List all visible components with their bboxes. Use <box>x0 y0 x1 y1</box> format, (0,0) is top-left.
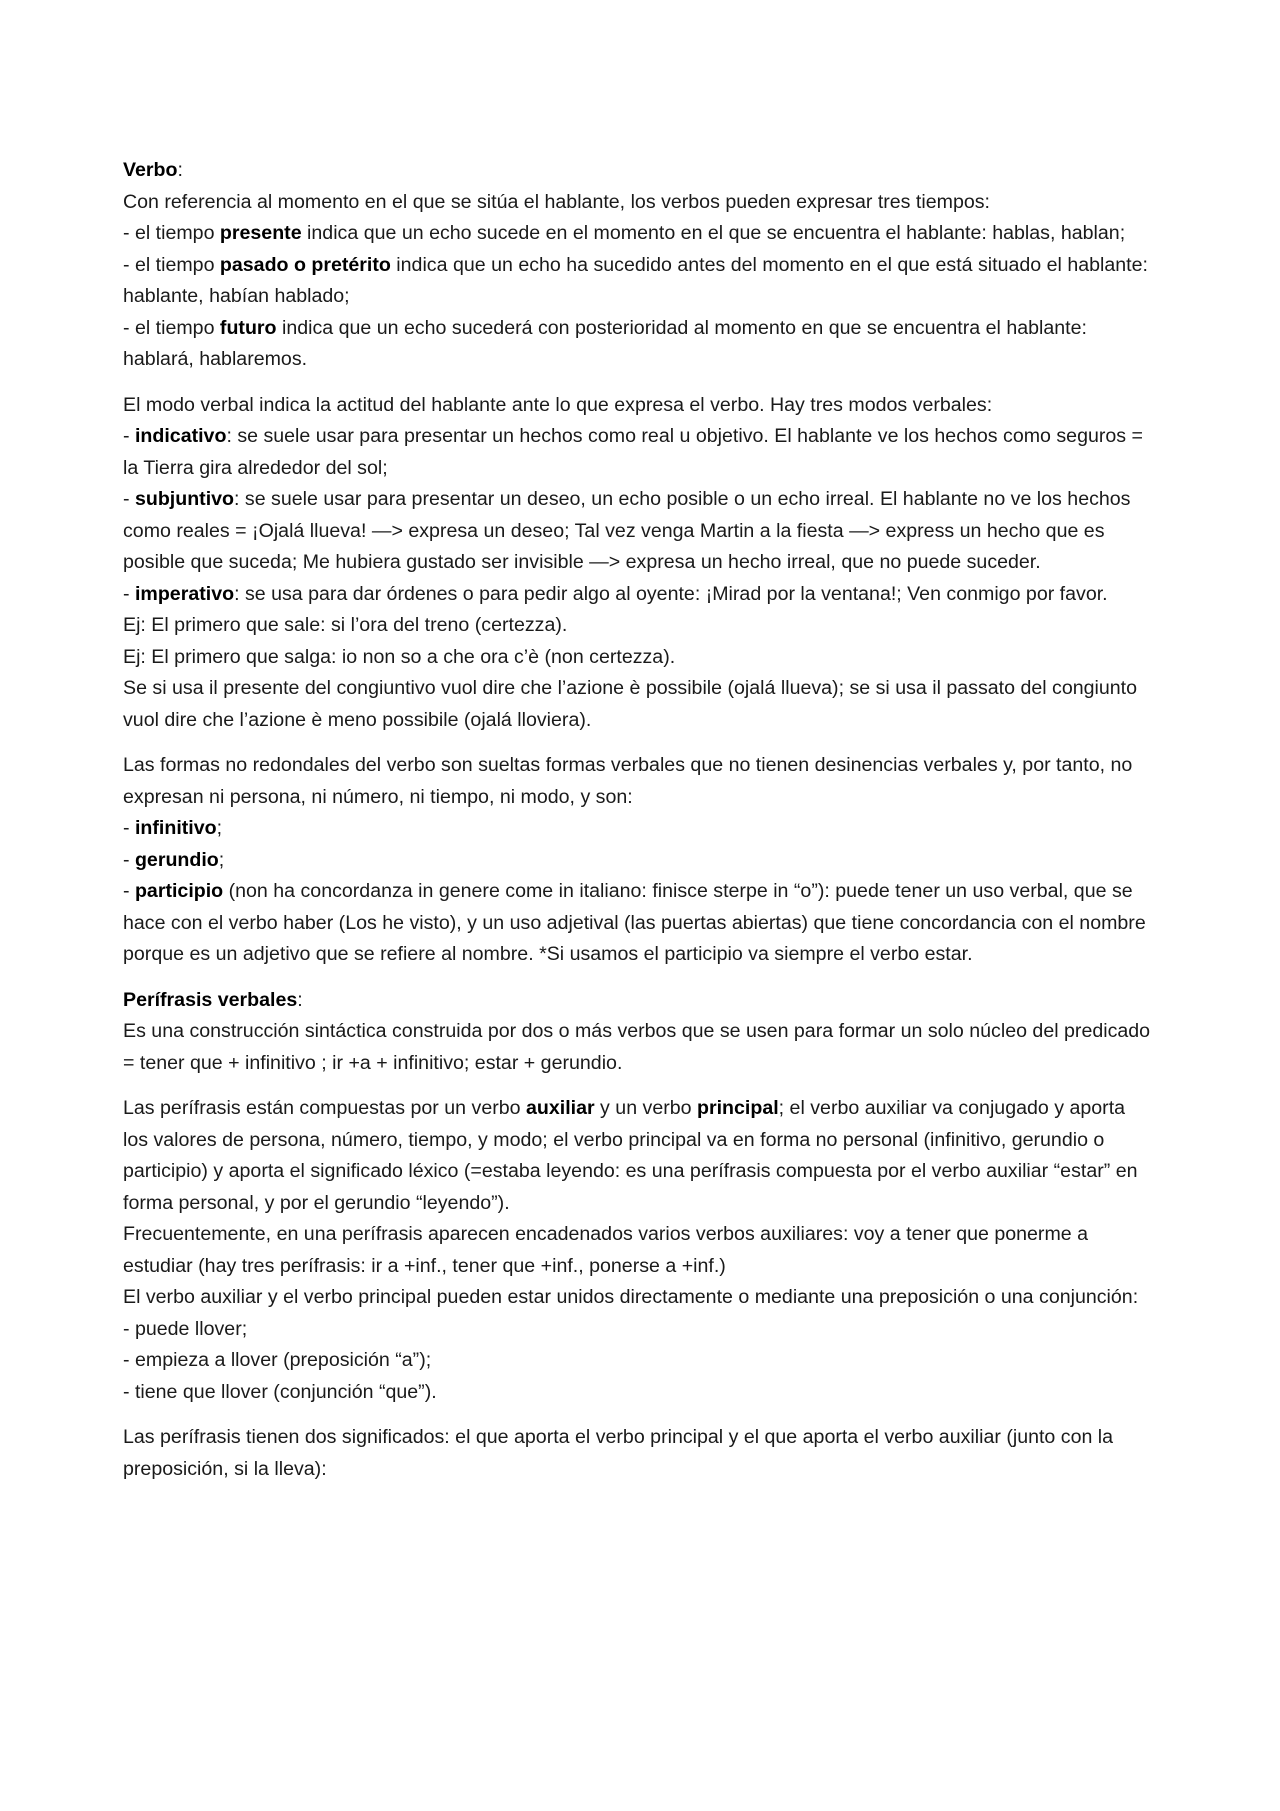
item-infinitivo: - infinitivo; <box>123 817 223 839</box>
perifrasis-significados: Las perífrasis tienen dos significados: el que aporta el verbo principal y el que aporta el verbo auxiliar (junto con la preposición, si la lleva): <box>123 1426 1114 1480</box>
item-subjuntivo: - subjuntivo: se suele usar para presentar un deseo, un echo posible o un echo irreal. El hablante no ve los hechos como reales = ¡Ojalá llueva! —> expresa un deseo; Tal vez venga Martin a la fiesta —> express un hecho que es posible que suceda; Me hubiera gustado ser invisible —> expresa un hecho irreal, que no puede suceder. <box>123 488 1131 573</box>
paragraph-formas-no-personales <box>123 750 1155 971</box>
item-participio: - participio (non ha concordanza in genere come in italiano: finisce sterpe in “o”): puede tener un uso verbal, que se hace con el verbo haber (Los he visto), y un uso adjetival (las puertas abiertas) que tiene concordancia con el nombre porque es un adjetivo que se refiere al nombre. *Si usamos el participio va siempre el verbo estar. <box>123 880 1146 965</box>
section-heading-verbo: Verbo: <box>123 159 183 181</box>
example-1: Ej: El primero que sale: si l’ora del treno (certezza). <box>123 614 568 636</box>
paragraph-perifrasis-composicion <box>123 1093 1155 1408</box>
item-pasado: - el tiempo pasado o pretérito indica que un echo ha sucedido antes del momento en el que está situado el hablante: hablante, habían hablado; <box>123 253 1148 307</box>
formas-intro: Las formas no redondales del verbo son sueltas formas verbales que no tienen desinencias verbales y, por tanto, no expresan ni persona, ni número, ni tiempo, ni modo, y son: <box>123 754 1133 808</box>
perifrasis-encadenadas: Frecuentemente, en una perífrasis aparecen encadenados varios verbos auxiliares: voy a tener que ponerme a estudiar (hay tres perífrasis: ir a +inf., tener que +inf., ponerse a +inf.) <box>123 1223 1089 1277</box>
congiuntivo-note: Se si usa il presente del congiuntivo vuol dire che l’azione è possibile (ojalá llueva); se si usa il passato del congiunto vuol dire che l’azione è meno possibile (ojalá lloviera). <box>123 677 1138 731</box>
example-2: Ej: El primero que salga: io non so a che ora c’è (non certezza). <box>123 645 676 668</box>
paragraph-perifrasis-significados <box>123 1422 1155 1485</box>
perifrasis-union: El verbo auxiliar y el verbo principal pueden estar unidos directamente o mediante una preposición o una conjunción: <box>123 1286 1139 1308</box>
section-heading-perifrasis: Perífrasis verbales: <box>123 988 303 1011</box>
perifrasis-definition: Es una construcción sintáctica construida por dos o más verbos que se usen para formar un solo núcleo del predicado = tener que + infinitivo ; ir +a + infinitivo; estar + gerundio. <box>123 1020 1151 1074</box>
item-futuro: - el tiempo futuro indica que un echo sucederá con posterioridad al momento en que se encuentra el hablante: hablará, hablaremos. <box>123 316 1087 370</box>
list-item-tiene-que-llover: - tiene que llover (conjunción “que”). <box>123 1380 437 1403</box>
perifrasis-composicion: Las perífrasis están compuestas por un verbo auxiliar y un verbo principal; el verbo auxiliar va conjugado y aporta los valores de persona, número, tiempo, y modo; el verbo principal va en forma no personal (infinitivo, gerundio o participio) y aporta el significado léxico (=estaba leyendo: es una perífrasis compuesta por el verbo auxiliar “estar” en forma personal, y por el gerundio “leyendo”). <box>123 1097 1138 1214</box>
item-gerundio: - gerundio; <box>123 848 225 871</box>
paragraph-tiempos <box>123 155 1155 376</box>
list-item-puede-llover: - puede llover; <box>123 1317 248 1340</box>
item-imperativo: - imperativo: se usa para dar órdenes o para pedir algo al oyente: ¡Mirad por la ventana!; Ven conmigo por favor. <box>123 582 1108 605</box>
paragraph-perifrasis-def <box>123 985 1155 1080</box>
paragraph-modos <box>123 390 1155 737</box>
list-item-empieza-a-llover: - empieza a llover (preposición “a”); <box>123 1349 432 1371</box>
item-presente: - el tiempo presente indica que un echo sucede en el momento en el que se encuentra el hablante: hablas, hablan; <box>123 222 1126 244</box>
modos-intro: El modo verbal indica la actitud del hablante ante lo que expresa el verbo. Hay tres modos verbales: <box>123 393 993 416</box>
tiempos-intro: Con referencia al momento en el que se sitúa el hablante, los verbos pueden expresar tres tiempos: <box>123 190 990 213</box>
item-indicativo: - indicativo: se suele usar para presentar un hechos como real u objetivo. El hablante ve los hechos como seguros = la Tierra gira alrededor del sol; <box>123 425 1143 479</box>
